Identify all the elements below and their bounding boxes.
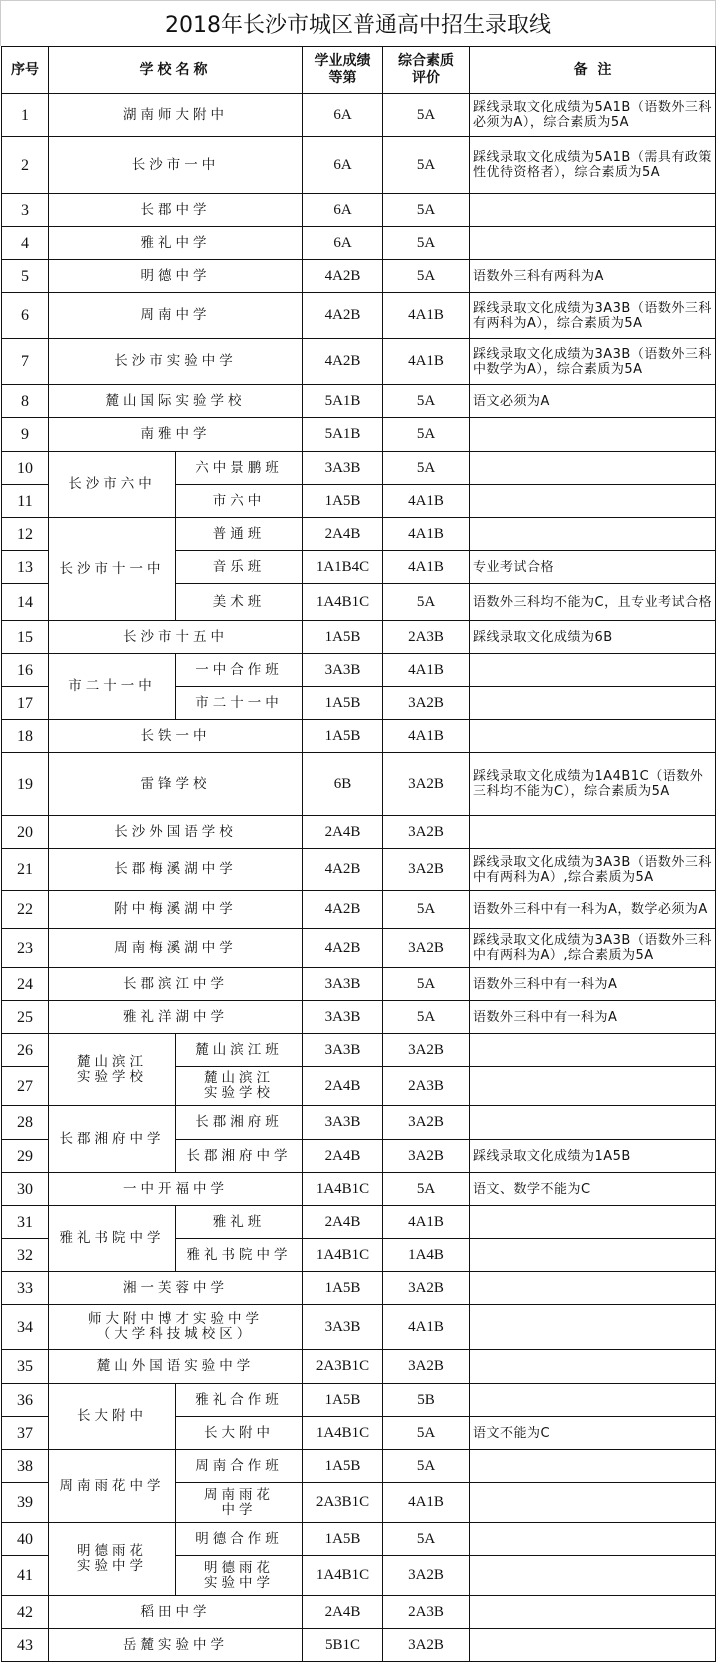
academic-grade: 3A3B bbox=[303, 452, 383, 485]
quality-grade: 4A1B bbox=[383, 551, 470, 584]
header-quality bbox=[383, 47, 470, 94]
table-row bbox=[2, 1173, 716, 1206]
school-group-name: 雅礼书院中学 bbox=[49, 1206, 176, 1272]
quality-grade: 5A bbox=[383, 260, 470, 293]
class-name: 市二十一中 bbox=[176, 687, 303, 720]
row-number: 7 bbox=[2, 339, 49, 385]
school-name: 雅礼中学 bbox=[49, 227, 303, 260]
table-row bbox=[2, 518, 716, 551]
row-number: 28 bbox=[2, 1106, 49, 1140]
academic-grade: 3A3B bbox=[303, 1034, 383, 1067]
table-row bbox=[2, 621, 716, 654]
table-row bbox=[2, 816, 716, 849]
quality-grade: 3A2B bbox=[383, 687, 470, 720]
class-name-line1: 明德雨花 bbox=[204, 1559, 274, 1576]
academic-grade: 4A2B bbox=[303, 260, 383, 293]
quality-grade: 5A bbox=[383, 1523, 470, 1556]
row-number: 10 bbox=[2, 452, 49, 485]
school-name: 稻田中学 bbox=[49, 1596, 303, 1629]
academic-grade: 1A5B bbox=[303, 1450, 383, 1483]
row-number: 12 bbox=[2, 518, 49, 551]
school-group-name: 长郡湘府中学 bbox=[49, 1106, 176, 1173]
class-name: 周南合作班 bbox=[176, 1450, 303, 1483]
note: 踩线录取文化成绩为3A3B（语数外三科中有两科为A）,综合素质为5A bbox=[470, 849, 716, 891]
note bbox=[470, 1450, 716, 1483]
school-name: 长铁一中 bbox=[49, 720, 303, 753]
class-name: 麓山滨江班 bbox=[176, 1034, 303, 1067]
school-name: 麓山外国语实验中学 bbox=[49, 1350, 303, 1384]
table-row bbox=[2, 891, 716, 929]
school-name-line1: 师大附中博才实验中学 bbox=[88, 1311, 263, 1327]
row-number: 17 bbox=[2, 687, 49, 720]
note bbox=[470, 1206, 716, 1239]
note bbox=[470, 720, 716, 753]
quality-grade: 3A2B bbox=[383, 1556, 470, 1596]
row-number: 13 bbox=[2, 551, 49, 584]
school-group-name-line1: 麓山滨江 bbox=[77, 1053, 147, 1070]
academic-grade: 2A4B bbox=[303, 1140, 383, 1173]
table-row bbox=[2, 1034, 716, 1067]
table-row bbox=[2, 1629, 716, 1662]
row-number: 21 bbox=[2, 849, 49, 891]
school-group-name: 周南雨花中学 bbox=[49, 1450, 176, 1523]
row-number: 1 bbox=[2, 94, 49, 137]
class-name-line1: 麓山滨江 bbox=[204, 1070, 274, 1086]
class-name-line2: 实验学校 bbox=[204, 1085, 274, 1101]
quality-grade: 5A bbox=[383, 194, 470, 227]
note: 踩线录取文化成绩为5A1B（需具有政策性优待资格者），综合素质为5A bbox=[470, 137, 716, 194]
school-group-name: 市二十一中 bbox=[49, 654, 176, 720]
quality-grade: 3A2B bbox=[383, 1106, 470, 1140]
row-number: 40 bbox=[2, 1523, 49, 1556]
quality-grade: 5A bbox=[383, 94, 470, 137]
class-name: 雅礼班 bbox=[176, 1206, 303, 1239]
table-row bbox=[2, 94, 716, 137]
note: 专业考试合格 bbox=[470, 551, 716, 584]
school-name-line2: （大学科技城校区） bbox=[96, 1326, 255, 1342]
academic-grade: 1A5B bbox=[303, 1272, 383, 1305]
header-academic-line2: 等第 bbox=[328, 70, 357, 86]
quality-grade: 3A2B bbox=[383, 753, 470, 816]
note bbox=[470, 1556, 716, 1596]
school-name: 雷锋学校 bbox=[49, 753, 303, 816]
note bbox=[470, 1523, 716, 1556]
quality-grade: 5A bbox=[383, 1173, 470, 1206]
academic-grade: 4A2B bbox=[303, 339, 383, 385]
class-name: 明德合作班 bbox=[176, 1523, 303, 1556]
row-number: 6 bbox=[2, 293, 49, 339]
note bbox=[470, 1629, 716, 1662]
table-row bbox=[2, 1596, 716, 1629]
row-number: 15 bbox=[2, 621, 49, 654]
table-row bbox=[2, 1272, 716, 1305]
row-number: 32 bbox=[2, 1239, 49, 1272]
class-name: 一中合作班 bbox=[176, 654, 303, 687]
header-academic bbox=[303, 47, 383, 94]
academic-grade: 2A4B bbox=[303, 1596, 383, 1629]
quality-grade: 3A2B bbox=[383, 816, 470, 849]
row-number: 37 bbox=[2, 1417, 49, 1450]
note bbox=[470, 1350, 716, 1384]
school-group-name-line2: 实验中学 bbox=[77, 1558, 147, 1574]
class-name: 音乐班 bbox=[176, 551, 303, 584]
quality-grade: 4A1B bbox=[383, 1305, 470, 1350]
academic-grade: 5B1C bbox=[303, 1629, 383, 1662]
table-row bbox=[2, 1450, 716, 1483]
academic-grade: 1A5B bbox=[303, 1523, 383, 1556]
header-row bbox=[2, 47, 716, 94]
quality-grade: 2A3B bbox=[383, 1067, 470, 1106]
academic-grade: 5A1B bbox=[303, 418, 383, 452]
academic-grade: 6A bbox=[303, 137, 383, 194]
academic-grade: 1A5B bbox=[303, 621, 383, 654]
note: 语文、数学不能为C bbox=[470, 1173, 716, 1206]
school-group-name bbox=[49, 1034, 176, 1106]
header-no: 序号 bbox=[2, 47, 49, 94]
academic-grade: 1A5B bbox=[303, 485, 383, 518]
note bbox=[470, 227, 716, 260]
school-name: 雅礼洋湖中学 bbox=[49, 1001, 303, 1034]
school-name: 湖南师大附中 bbox=[49, 94, 303, 137]
note: 踩线录取文化成绩为1A5B bbox=[470, 1140, 716, 1173]
table-row bbox=[2, 1384, 716, 1417]
school-name: 长沙市一中 bbox=[49, 137, 303, 194]
class-name-line2: 中学 bbox=[221, 1501, 257, 1518]
row-number: 43 bbox=[2, 1629, 49, 1662]
academic-grade: 6B bbox=[303, 753, 383, 816]
academic-grade: 6A bbox=[303, 227, 383, 260]
note bbox=[470, 1067, 716, 1106]
academic-grade: 3A3B bbox=[303, 968, 383, 1001]
table-row bbox=[2, 385, 716, 418]
table-row bbox=[2, 1523, 716, 1556]
header-school: 学校名称 bbox=[49, 47, 303, 94]
class-name: 长大附中 bbox=[176, 1417, 303, 1450]
academic-grade: 2A4B bbox=[303, 816, 383, 849]
note bbox=[470, 518, 716, 551]
academic-grade: 1A5B bbox=[303, 1384, 383, 1417]
academic-grade: 2A3B1C bbox=[303, 1350, 383, 1384]
table-row bbox=[2, 929, 716, 968]
note bbox=[470, 1272, 716, 1305]
school-name: 长郡梅溪湖中学 bbox=[49, 849, 303, 891]
school-name: 一中开福中学 bbox=[49, 1173, 303, 1206]
row-number: 41 bbox=[2, 1556, 49, 1596]
academic-grade: 2A4B bbox=[303, 1206, 383, 1239]
row-number: 4 bbox=[2, 227, 49, 260]
table-row bbox=[2, 293, 716, 339]
school-name: 附中梅溪湖中学 bbox=[49, 891, 303, 929]
note: 踩线录取文化成绩为5A1B（语数外三科必须为A），综合素质为5A bbox=[470, 94, 716, 137]
note bbox=[470, 1483, 716, 1523]
row-number: 2 bbox=[2, 137, 49, 194]
school-name bbox=[49, 1305, 303, 1350]
admission-table bbox=[1, 46, 716, 1662]
row-number: 8 bbox=[2, 385, 49, 418]
school-group-name: 长沙市六中 bbox=[49, 452, 176, 518]
note bbox=[470, 1239, 716, 1272]
row-number: 14 bbox=[2, 584, 49, 621]
academic-grade: 6A bbox=[303, 194, 383, 227]
row-number: 27 bbox=[2, 1067, 49, 1106]
table-row bbox=[2, 753, 716, 816]
academic-grade: 1A4B1C bbox=[303, 1417, 383, 1450]
school-name: 长郡滨江中学 bbox=[49, 968, 303, 1001]
school-group-name bbox=[49, 1523, 176, 1596]
academic-grade: 1A4B1C bbox=[303, 1239, 383, 1272]
quality-grade: 5A bbox=[383, 1001, 470, 1034]
school-group-name-line1: 明德雨花 bbox=[77, 1543, 147, 1559]
note bbox=[470, 816, 716, 849]
header-note: 备 注 bbox=[470, 47, 716, 94]
school-name: 麓山国际实验学校 bbox=[49, 385, 303, 418]
class-name: 市六中 bbox=[176, 485, 303, 518]
quality-grade: 4A1B bbox=[383, 339, 470, 385]
class-name: 普通班 bbox=[176, 518, 303, 551]
quality-grade: 5A bbox=[383, 385, 470, 418]
row-number: 19 bbox=[2, 753, 49, 816]
school-group-name: 长沙市十一中 bbox=[49, 518, 176, 621]
note bbox=[470, 1106, 716, 1140]
academic-grade: 2A4B bbox=[303, 518, 383, 551]
quality-grade: 4A1B bbox=[383, 654, 470, 687]
class-name: 雅礼书院中学 bbox=[176, 1239, 303, 1272]
academic-grade: 4A2B bbox=[303, 891, 383, 929]
note: 语文不能为C bbox=[470, 1417, 716, 1450]
school-name: 周南梅溪湖中学 bbox=[49, 929, 303, 968]
table-row bbox=[2, 654, 716, 687]
quality-grade: 2A3B bbox=[383, 1596, 470, 1629]
academic-grade: 4A2B bbox=[303, 929, 383, 968]
table-row bbox=[2, 418, 716, 452]
note: 踩线录取文化成绩为1A4B1C（语数外三科均不能为C），综合素质为5A bbox=[470, 753, 716, 816]
note: 语数外三科中有一科为A bbox=[470, 1001, 716, 1034]
academic-grade: 6A bbox=[303, 94, 383, 137]
quality-grade: 4A1B bbox=[383, 293, 470, 339]
row-number: 3 bbox=[2, 194, 49, 227]
school-name: 岳麓实验中学 bbox=[49, 1629, 303, 1662]
row-number: 35 bbox=[2, 1350, 49, 1384]
academic-grade: 1A1B4C bbox=[303, 551, 383, 584]
quality-grade: 5B bbox=[383, 1384, 470, 1417]
note bbox=[470, 1384, 716, 1417]
school-name: 长郡中学 bbox=[49, 194, 303, 227]
academic-grade: 3A3B bbox=[303, 1106, 383, 1140]
header-quality-line1: 综合素质 bbox=[398, 53, 454, 69]
row-number: 39 bbox=[2, 1483, 49, 1523]
academic-grade: 4A2B bbox=[303, 293, 383, 339]
row-number: 42 bbox=[2, 1596, 49, 1629]
quality-grade: 4A1B bbox=[383, 720, 470, 753]
academic-grade: 5A1B bbox=[303, 385, 383, 418]
quality-grade: 5A bbox=[383, 227, 470, 260]
note bbox=[470, 654, 716, 687]
quality-grade: 5A bbox=[383, 137, 470, 194]
class-name: 六中景鹏班 bbox=[176, 452, 303, 485]
academic-grade: 3A3B bbox=[303, 1305, 383, 1350]
note: 语数外三科中有一科为A bbox=[470, 968, 716, 1001]
row-number: 26 bbox=[2, 1034, 49, 1067]
class-name bbox=[176, 1556, 303, 1596]
academic-grade: 4A2B bbox=[303, 849, 383, 891]
academic-grade: 3A3B bbox=[303, 654, 383, 687]
quality-grade: 3A2B bbox=[383, 1272, 470, 1305]
school-name: 长沙外国语学校 bbox=[49, 816, 303, 849]
row-number: 34 bbox=[2, 1305, 49, 1350]
quality-grade: 3A2B bbox=[383, 929, 470, 968]
row-number: 11 bbox=[2, 485, 49, 518]
row-number: 33 bbox=[2, 1272, 49, 1305]
header-academic-line1: 学业成绩 bbox=[314, 53, 371, 69]
row-number: 30 bbox=[2, 1173, 49, 1206]
class-name-line2: 实验中学 bbox=[204, 1574, 274, 1591]
academic-grade: 1A4B1C bbox=[303, 584, 383, 621]
row-number: 5 bbox=[2, 260, 49, 293]
class-name: 美术班 bbox=[176, 584, 303, 621]
note: 踩线录取文化成绩为6B bbox=[470, 621, 716, 654]
note bbox=[470, 1034, 716, 1067]
school-group-name: 长大附中 bbox=[49, 1384, 176, 1450]
table-row bbox=[2, 720, 716, 753]
quality-grade: 3A2B bbox=[383, 1140, 470, 1173]
school-name: 南雅中学 bbox=[49, 418, 303, 452]
quality-grade: 5A bbox=[383, 1417, 470, 1450]
note: 踩线录取文化成绩为3A3B（语数外三科有两科为A），综合素质为5A bbox=[470, 293, 716, 339]
quality-grade: 1A4B bbox=[383, 1239, 470, 1272]
note: 语数外三科有两科为A bbox=[470, 260, 716, 293]
class-name bbox=[176, 1067, 303, 1106]
note: 踩线录取文化成绩为3A3B（语数外三科中有两科为A）,综合素质为5A bbox=[470, 929, 716, 968]
quality-grade: 5A bbox=[383, 891, 470, 929]
quality-grade: 5A bbox=[383, 418, 470, 452]
header-quality-line2: 评价 bbox=[412, 70, 440, 86]
note: 语数外三科中有一科为A，数学必须为A bbox=[470, 891, 716, 929]
row-number: 18 bbox=[2, 720, 49, 753]
school-name: 长沙市十五中 bbox=[49, 621, 303, 654]
quality-grade: 5A bbox=[383, 452, 470, 485]
quality-grade: 3A2B bbox=[383, 1350, 470, 1384]
table-row bbox=[2, 849, 716, 891]
table-row bbox=[2, 194, 716, 227]
page-title: 2018年长沙市城区普通高中招生录取线 bbox=[0, 0, 716, 46]
row-number: 31 bbox=[2, 1206, 49, 1239]
table-row bbox=[2, 968, 716, 1001]
academic-grade: 3A3B bbox=[303, 1001, 383, 1034]
table-row bbox=[2, 339, 716, 385]
row-number: 22 bbox=[2, 891, 49, 929]
table-row bbox=[2, 1001, 716, 1034]
academic-grade: 1A5B bbox=[303, 687, 383, 720]
class-name: 长郡湘府中学 bbox=[176, 1140, 303, 1173]
school-name: 周南中学 bbox=[49, 293, 303, 339]
table-row bbox=[2, 137, 716, 194]
quality-grade: 2A3B bbox=[383, 621, 470, 654]
note: 语文必须为A bbox=[470, 385, 716, 418]
quality-grade: 5A bbox=[383, 968, 470, 1001]
quality-grade: 5A bbox=[383, 1450, 470, 1483]
note bbox=[470, 687, 716, 720]
table-row bbox=[2, 1106, 716, 1140]
table-row bbox=[2, 1350, 716, 1384]
quality-grade: 3A2B bbox=[383, 849, 470, 891]
class-name bbox=[176, 1483, 303, 1523]
class-name-line1: 周南雨花 bbox=[204, 1486, 274, 1503]
row-number: 25 bbox=[2, 1001, 49, 1034]
quality-grade: 3A2B bbox=[383, 1629, 470, 1662]
note bbox=[470, 418, 716, 452]
quality-grade: 4A1B bbox=[383, 1483, 470, 1523]
row-number: 23 bbox=[2, 929, 49, 968]
note: 踩线录取文化成绩为3A3B（语数外三科中数学为A），综合素质为5A bbox=[470, 339, 716, 385]
academic-grade: 2A3B1C bbox=[303, 1483, 383, 1523]
row-number: 20 bbox=[2, 816, 49, 849]
note bbox=[470, 485, 716, 518]
table-row bbox=[2, 260, 716, 293]
quality-grade: 3A2B bbox=[383, 1034, 470, 1067]
academic-grade: 1A4B1C bbox=[303, 1173, 383, 1206]
table-row bbox=[2, 1206, 716, 1239]
note bbox=[470, 452, 716, 485]
class-name: 长郡湘府班 bbox=[176, 1106, 303, 1140]
school-name: 长沙市实验中学 bbox=[49, 339, 303, 385]
row-number: 29 bbox=[2, 1140, 49, 1173]
table-row bbox=[2, 1305, 716, 1350]
row-number: 38 bbox=[2, 1450, 49, 1483]
row-number: 36 bbox=[2, 1384, 49, 1417]
academic-grade: 1A4B1C bbox=[303, 1556, 383, 1596]
quality-grade: 4A1B bbox=[383, 518, 470, 551]
academic-grade: 2A4B bbox=[303, 1067, 383, 1106]
academic-grade: 1A5B bbox=[303, 720, 383, 753]
table-row bbox=[2, 227, 716, 260]
quality-grade: 4A1B bbox=[383, 485, 470, 518]
row-number: 9 bbox=[2, 418, 49, 452]
note bbox=[470, 194, 716, 227]
row-number: 24 bbox=[2, 968, 49, 1001]
class-name: 雅礼合作班 bbox=[176, 1384, 303, 1417]
quality-grade: 5A bbox=[383, 584, 470, 621]
school-name: 明德中学 bbox=[49, 260, 303, 293]
note bbox=[470, 1305, 716, 1350]
note: 语数外三科均不能为C，且专业考试合格 bbox=[470, 584, 716, 621]
school-name: 湘一芙蓉中学 bbox=[49, 1272, 303, 1305]
table-row bbox=[2, 452, 716, 485]
row-number: 16 bbox=[2, 654, 49, 687]
note bbox=[470, 1596, 716, 1629]
quality-grade: 4A1B bbox=[383, 1206, 470, 1239]
school-group-name-line2: 实验学校 bbox=[77, 1068, 147, 1085]
